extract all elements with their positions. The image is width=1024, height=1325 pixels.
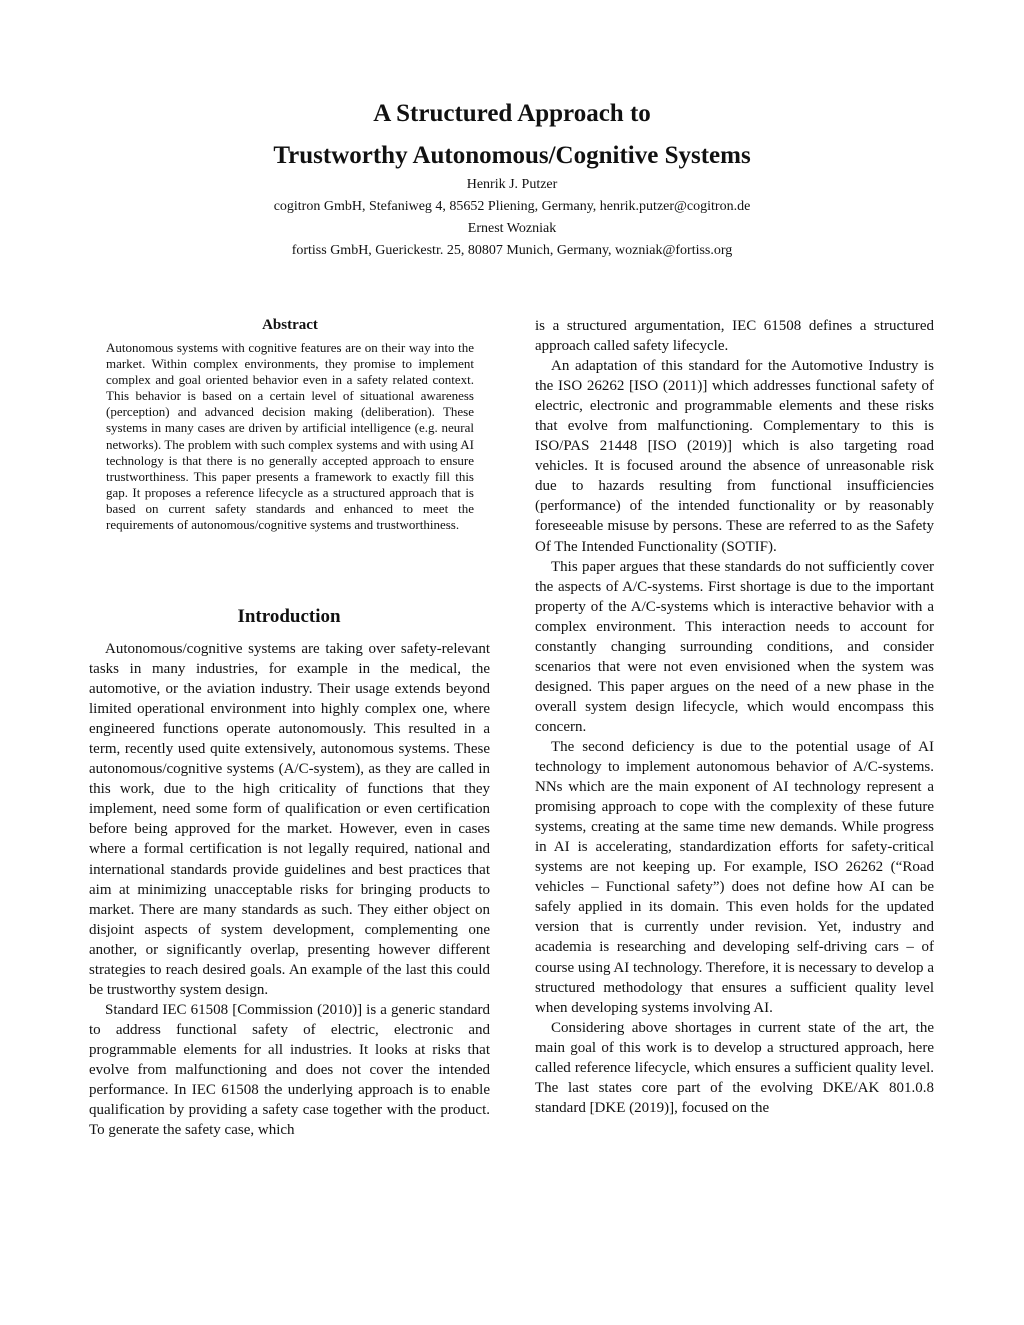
abstract-heading: Abstract <box>262 317 318 333</box>
author-name: Henrik J. Putzer <box>466 177 558 192</box>
paper-title-line-2: Trustworthy Autonomous/Cognitive Systems <box>273 142 751 169</box>
body-paragraph: Standard IEC 61508 [Commission (2010)] is a generic standard to address functional safety of electric, electronic and programmable elements for all industries. It looks at risks that evolve from malfunctioning and does not cover the intended performance. In IEC 61508 the underlying approach is to enable qualification by providing a safety case together with the product. To generate the safety case, which <box>89 1001 490 1139</box>
right-column-body <box>535 316 934 1118</box>
body-paragraph: This paper argues that these standards do not sufficiently cover the aspects of A/C-systems. First shortage is due to the important property of the A/C-systems which is interactive behavior with a complex environment. This interaction needs to account for constantly changing surrounding conditions, and consider scenarios that were not even envisioned when the system was designed. This paper argues on the need of a new phase in the overall system design lifecycle, which would encompass this concern. <box>535 558 934 735</box>
author-affiliation: cogitron GmbH, Stefaniweg 4, 85652 Pliening, Germany, henrik.putzer@cogitron.de <box>273 199 751 214</box>
body-paragraph: Autonomous/cognitive systems are taking over safety-relevant tasks in many industries, for example in the medical, the automotive, or the aviation industry. Their usage extends beyond limited operational environment into highly complex one, where engineered functions operate autonomously. This resulted in a term, recently used quite extensively, autonomous systems. These autonomous/cognitive systems (A/C-system), as they are called in this work, due to the high criticality of functions that they implement, need some form of qualification or even certification before being approved for the market. However, even in cases where a formal certification is not legally required, national and international standards provide guidelines and best practices that aim at minimizing unacceptable risks for bringing products to market. There are many standards as such. They either object on disjoint aspects of system development, complementing one another, or significantly overlap, presenting however different strategies to reach desired goals. An example of the last this could be trustworthy system design. <box>89 641 490 998</box>
body-paragraph: Considering above shortages in current state of the art, the main goal of this work is to develop a structured approach, here called reference lifecycle, which ensures a sufficient quality level. The last states core part of the evolving DKE/AK 801.0.8 standard [DKE (2019)], focused on the <box>535 1019 934 1116</box>
left-column-body <box>89 639 490 1140</box>
body-paragraph: An adaptation of this standard for the Automotive Industry is the ISO 26262 [ISO (2011)] which addresses functional safety of electric, electronic and programmable elements and these risks that evolve from malfunctioning. Complementary to this is ISO/PAS 21448 [ISO (2019)] which is also targeting road vehicles. It is focused around the absence of unreasonable risk due to hazards resulting from functional insufficiencies (performance) of the intended functionality or by reasonably foreseeable misuse by persons. These are referred to as the Safety Of The Intended Functionality (SOTIF). <box>535 358 934 555</box>
paper-title-line-1: A Structured Approach to <box>373 100 651 127</box>
author-name: Ernest Wozniak <box>467 221 557 236</box>
abstract-text: Autonomous systems with cognitive features are on their way into the market. Within complex environments, they promise to implement complex and goal oriented behavior even in a safety related context. This behavior is based on a certain level of situational awareness (perception) and advanced decision making (deliberation). These systems in many cases are driven by artificial intelligence (e.g. neural networks). The problem with such complex systems and with using AI technology is that there is no generally accepted approach to ensure trustworthiness. This paper presents a framework to exactly fill this gap. It proposes a reference lifecycle as a structured approach that is based on current safety standards and enhanced to meet the requirements of autonomous/cognitive systems and trustworthiness. <box>106 340 474 533</box>
body-paragraph: The second deficiency is due to the potential usage of AI technology to implement autonomous behavior of A/C-systems. NNs which are the main exponent of AI technology represent a promising approach to cope with the complexity of these future systems, creating at the same time new demands. While progress in AI is accelerating, standardization efforts for safety-critical systems are not keeping up. For example, ISO 26262 (“Road vehicles – Functional safety”) does not define how AI can be safely applied in its domain. This even holds for the updated version that is currently under revision. Yet, industry and academia is researching and developing self-driving cars – of course using AI technology. Therefore, it is necessary to develop a structured methodology that ensures a sufficient quality level when developing systems involving AI. <box>535 738 934 1016</box>
author-affiliation: fortiss GmbH, Guerickestr. 25, 80807 Munich, Germany, wozniak@fortiss.org <box>291 243 733 258</box>
body-paragraph: is a structured argumentation, IEC 61508 defines a structured approach called safety lifecycle. <box>535 318 934 355</box>
introduction-heading: Introduction <box>237 606 341 627</box>
